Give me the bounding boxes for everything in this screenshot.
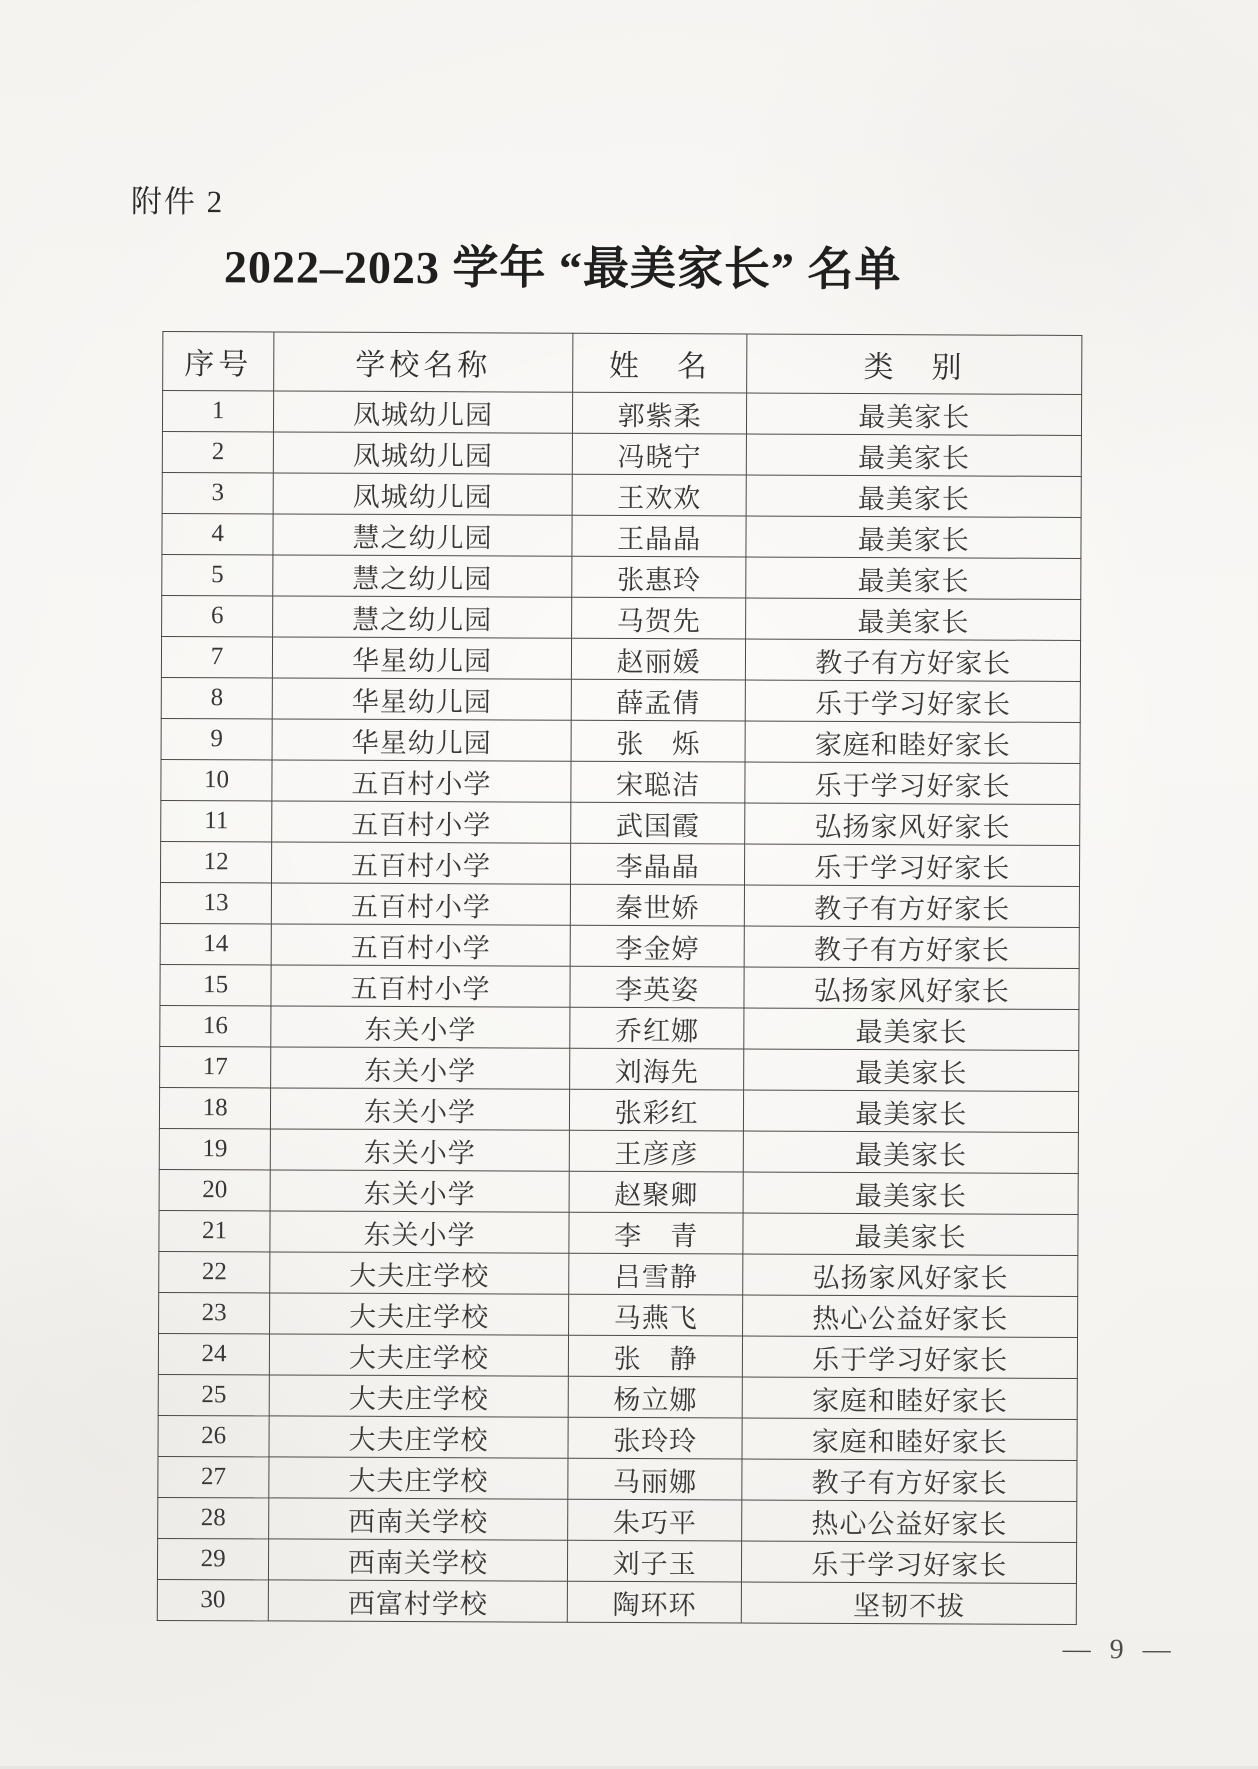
cell-name: 王欢欢 bbox=[572, 474, 747, 516]
cell-school: 东关小学 bbox=[270, 1211, 569, 1253]
table-row bbox=[162, 390, 1081, 435]
table-row bbox=[158, 1374, 1077, 1419]
table-row bbox=[159, 1128, 1078, 1173]
cell-category: 最美家长 bbox=[743, 1213, 1078, 1255]
cell-name: 乔红娜 bbox=[570, 1007, 745, 1049]
cell-name: 李英姿 bbox=[570, 966, 745, 1008]
cell-school: 大夫庄学校 bbox=[269, 1375, 568, 1417]
table-row bbox=[160, 882, 1079, 927]
cell-no: 4 bbox=[162, 513, 273, 554]
cell-no: 18 bbox=[159, 1087, 270, 1128]
cell-no: 9 bbox=[161, 718, 272, 759]
cell-name: 张惠玲 bbox=[572, 556, 747, 598]
table-row bbox=[161, 759, 1080, 804]
cell-no: 3 bbox=[162, 472, 273, 513]
header-no: 序号 bbox=[163, 331, 274, 390]
cell-no: 14 bbox=[160, 923, 271, 964]
cell-name: 李金婷 bbox=[570, 925, 745, 967]
table-row bbox=[162, 595, 1081, 640]
table-row bbox=[160, 1046, 1079, 1091]
table-row bbox=[157, 1579, 1076, 1624]
cell-category: 乐于学习好家长 bbox=[746, 680, 1081, 722]
cell-category: 家庭和睦好家长 bbox=[742, 1418, 1077, 1460]
cell-no: 29 bbox=[157, 1538, 268, 1579]
cell-name: 吕雪静 bbox=[569, 1253, 744, 1295]
table-row bbox=[161, 636, 1080, 681]
cell-no: 15 bbox=[160, 964, 271, 1005]
cell-no: 26 bbox=[158, 1415, 269, 1456]
cell-no: 27 bbox=[158, 1456, 269, 1497]
cell-category: 最美家长 bbox=[746, 598, 1081, 640]
header-row bbox=[163, 331, 1082, 394]
cell-category: 乐于学习好家长 bbox=[745, 844, 1080, 886]
cell-school: 五百村小学 bbox=[271, 924, 570, 966]
table-row bbox=[157, 1538, 1076, 1583]
cell-name: 冯晓宁 bbox=[572, 433, 747, 475]
table-row bbox=[162, 554, 1081, 599]
cell-school: 凤城幼儿园 bbox=[274, 391, 573, 433]
table-row bbox=[160, 923, 1079, 968]
table-row bbox=[158, 1497, 1077, 1542]
document-title: 2022–2023 学年 “最美家长” 名单 bbox=[223, 241, 902, 296]
table-row bbox=[158, 1415, 1077, 1460]
cell-name: 薛孟倩 bbox=[571, 679, 746, 721]
cell-no: 6 bbox=[162, 595, 273, 636]
cell-name: 宋聪洁 bbox=[571, 761, 746, 803]
cell-no: 25 bbox=[158, 1374, 269, 1415]
cell-school: 华星幼儿园 bbox=[272, 719, 571, 761]
cell-school: 东关小学 bbox=[271, 1006, 570, 1048]
cell-category: 最美家长 bbox=[747, 475, 1082, 517]
cell-no: 8 bbox=[161, 677, 272, 718]
cell-name: 杨立娜 bbox=[568, 1376, 743, 1418]
cell-school: 华星幼儿园 bbox=[272, 678, 571, 720]
cell-name: 李 青 bbox=[569, 1212, 744, 1254]
cell-school: 凤城幼儿园 bbox=[273, 432, 572, 474]
cell-name: 赵丽媛 bbox=[571, 638, 746, 680]
cell-category: 乐于学习好家长 bbox=[742, 1541, 1077, 1583]
cell-no: 10 bbox=[161, 759, 272, 800]
cell-category: 教子有方好家长 bbox=[745, 885, 1080, 927]
cell-category: 最美家长 bbox=[746, 516, 1081, 558]
cell-no: 24 bbox=[158, 1333, 269, 1374]
cell-category: 教子有方好家长 bbox=[745, 926, 1080, 968]
page-number: — 9 — bbox=[1062, 1633, 1177, 1666]
table-row bbox=[158, 1333, 1077, 1378]
cell-name: 马丽娜 bbox=[568, 1458, 743, 1500]
cell-no: 2 bbox=[162, 431, 273, 472]
cell-school: 东关小学 bbox=[270, 1170, 569, 1212]
header-name: 姓 名 bbox=[573, 333, 748, 393]
cell-name: 张 烁 bbox=[571, 720, 746, 762]
table-row bbox=[159, 1210, 1078, 1255]
cell-category: 乐于学习好家长 bbox=[745, 762, 1080, 804]
cell-school: 五百村小学 bbox=[272, 801, 571, 843]
table-row bbox=[160, 841, 1079, 886]
cell-category: 弘扬家风好家长 bbox=[743, 1254, 1078, 1296]
table-row bbox=[159, 1087, 1078, 1132]
header-school: 学校名称 bbox=[274, 332, 573, 392]
cell-school: 慧之幼儿园 bbox=[273, 514, 572, 556]
table-row bbox=[162, 472, 1081, 517]
cell-school: 东关小学 bbox=[270, 1129, 569, 1171]
table-header bbox=[163, 331, 1082, 394]
table-row bbox=[162, 513, 1081, 558]
cell-category: 弘扬家风好家长 bbox=[744, 967, 1079, 1009]
table-row bbox=[159, 1292, 1078, 1337]
cell-name: 张 静 bbox=[568, 1335, 743, 1377]
cell-no: 5 bbox=[162, 554, 273, 595]
cell-school: 西南关学校 bbox=[269, 1498, 568, 1540]
cell-school: 凤城幼儿园 bbox=[273, 473, 572, 515]
cell-school: 大夫庄学校 bbox=[269, 1416, 568, 1458]
cell-category: 最美家长 bbox=[744, 1049, 1079, 1091]
cell-school: 大夫庄学校 bbox=[270, 1293, 569, 1335]
cell-no: 23 bbox=[159, 1292, 270, 1333]
cell-no: 12 bbox=[160, 841, 271, 882]
attachment-label: 附件 2 bbox=[130, 183, 225, 220]
cell-category: 最美家长 bbox=[744, 1008, 1079, 1050]
cell-category: 弘扬家风好家长 bbox=[745, 803, 1080, 845]
cell-school: 西富村学校 bbox=[268, 1580, 567, 1622]
cell-name: 李晶晶 bbox=[570, 843, 745, 885]
cell-school: 大夫庄学校 bbox=[270, 1334, 569, 1376]
cell-name: 陶环环 bbox=[567, 1581, 742, 1623]
cell-school: 慧之幼儿园 bbox=[273, 555, 572, 597]
cell-name: 朱巧平 bbox=[567, 1499, 742, 1541]
cell-name: 秦世娇 bbox=[570, 884, 745, 926]
header-category: 类 别 bbox=[747, 334, 1082, 394]
cell-name: 郭紫柔 bbox=[572, 392, 747, 434]
cell-category: 乐于学习好家长 bbox=[743, 1336, 1078, 1378]
table-row bbox=[160, 1005, 1079, 1050]
cell-category: 家庭和睦好家长 bbox=[745, 721, 1080, 763]
cell-no: 11 bbox=[161, 800, 272, 841]
table-row bbox=[159, 1251, 1078, 1296]
cell-school: 东关小学 bbox=[271, 1047, 570, 1089]
cell-no: 17 bbox=[160, 1046, 271, 1087]
table-row bbox=[161, 718, 1080, 763]
cell-no: 21 bbox=[159, 1210, 270, 1251]
cell-category: 热心公益好家长 bbox=[742, 1500, 1077, 1542]
cell-no: 22 bbox=[159, 1251, 270, 1292]
cell-no: 16 bbox=[160, 1005, 271, 1046]
cell-name: 张玲玲 bbox=[568, 1417, 743, 1459]
table-row bbox=[161, 677, 1080, 722]
cell-school: 慧之幼儿园 bbox=[273, 596, 572, 638]
cell-category: 热心公益好家长 bbox=[743, 1295, 1078, 1337]
cell-name: 刘子玉 bbox=[567, 1540, 742, 1582]
table-row bbox=[161, 800, 1080, 845]
cell-no: 20 bbox=[159, 1169, 270, 1210]
cell-name: 马贺先 bbox=[571, 597, 746, 639]
table-row bbox=[158, 1456, 1077, 1501]
table-row bbox=[159, 1169, 1078, 1214]
table-row bbox=[160, 964, 1079, 1009]
table-body bbox=[157, 390, 1081, 1624]
cell-category: 最美家长 bbox=[744, 1172, 1079, 1214]
cell-school: 五百村小学 bbox=[272, 842, 571, 884]
cell-name: 赵聚卿 bbox=[569, 1171, 744, 1213]
cell-name: 马燕飞 bbox=[568, 1294, 743, 1336]
cell-no: 28 bbox=[158, 1497, 269, 1538]
table-row bbox=[162, 431, 1081, 476]
cell-name: 武国霞 bbox=[571, 802, 746, 844]
cell-category: 教子有方好家长 bbox=[742, 1459, 1077, 1501]
cell-category: 家庭和睦好家长 bbox=[743, 1377, 1078, 1419]
cell-category: 最美家长 bbox=[747, 434, 1082, 476]
cell-no: 7 bbox=[161, 636, 272, 677]
cell-school: 大夫庄学校 bbox=[270, 1252, 569, 1294]
cell-name: 王彦彦 bbox=[569, 1130, 744, 1172]
cell-name: 刘海先 bbox=[569, 1048, 744, 1090]
cell-school: 西南关学校 bbox=[269, 1539, 568, 1581]
cell-category: 最美家长 bbox=[746, 557, 1081, 599]
cell-name: 张彩红 bbox=[569, 1089, 744, 1131]
awardees-table bbox=[157, 331, 1083, 1625]
cell-no: 19 bbox=[159, 1128, 270, 1169]
cell-no: 1 bbox=[162, 390, 273, 431]
cell-category: 最美家长 bbox=[747, 393, 1082, 435]
cell-category: 教子有方好家长 bbox=[746, 639, 1081, 681]
cell-school: 五百村小学 bbox=[272, 760, 571, 802]
cell-school: 五百村小学 bbox=[272, 883, 571, 925]
cell-no: 13 bbox=[160, 882, 271, 923]
cell-category: 坚韧不拔 bbox=[742, 1582, 1077, 1624]
cell-school: 五百村小学 bbox=[271, 965, 570, 1007]
cell-category: 最美家长 bbox=[744, 1131, 1079, 1173]
cell-school: 华星幼儿园 bbox=[273, 637, 572, 679]
cell-name: 王晶晶 bbox=[572, 515, 747, 557]
cell-school: 东关小学 bbox=[271, 1088, 570, 1130]
cell-no: 30 bbox=[157, 1579, 268, 1620]
cell-school: 大夫庄学校 bbox=[269, 1457, 568, 1499]
cell-category: 最美家长 bbox=[744, 1090, 1079, 1132]
